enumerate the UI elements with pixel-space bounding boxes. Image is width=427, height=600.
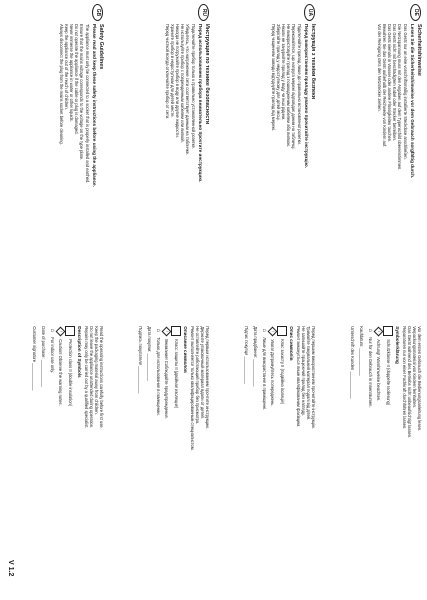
warning-icon: ! xyxy=(162,326,172,336)
warning-icon: ! xyxy=(374,326,384,336)
warning-icon: ! xyxy=(56,326,66,336)
safety-line: Bewahren Sie das Gerät außerhalb der Reichweite von Kindern auf. xyxy=(382,24,388,148)
safety-line: Das Gerät nur an eine vorschriftsmäßig installierte Steckdose anschließen. xyxy=(402,24,408,160)
purchase-date-line: Kaufdatum: ____________ xyxy=(359,326,365,376)
symbol-label: Protection class II (double insulation) xyxy=(67,339,73,407)
protection-class-icon xyxy=(383,326,393,336)
panel-columns xyxy=(214,24,316,592)
panel-columns xyxy=(320,24,422,592)
language-badge: GB xyxy=(92,4,103,21)
safety-line: Зберігайте прилад у недоступному для дітей місці. xyxy=(276,24,282,121)
symbol-label: Внимание! Соблюдайте предупреждения. xyxy=(164,339,170,419)
panel-title: Safety Guidelines xyxy=(98,24,104,70)
safety-line: Перед чищенням завжди від'єднуйте прилад від мережі. xyxy=(271,24,277,132)
language-badge: DE xyxy=(410,4,421,21)
symbols-heading: Опис символів xyxy=(288,326,294,361)
safety-line: Перед первым использованием прочтите инструкцию. xyxy=(205,326,210,430)
panel-left-column xyxy=(108,24,210,316)
language-panel-ru xyxy=(106,0,212,600)
language-panel-de xyxy=(318,0,424,600)
symbol-row xyxy=(163,326,170,592)
safety-line: Тримайте пакувальний матеріал подалі від дітей. xyxy=(305,326,311,421)
panel-title: Sicherheitshinweise xyxy=(416,24,422,76)
safety-line: Ремонт выполняется только квалифицированным специалистом. xyxy=(189,326,195,451)
symbol-label: Только для использования в помещении. xyxy=(155,337,161,416)
safety-line: The appliance must only be connected to a socket that is properly installed and earthed. xyxy=(84,24,90,184)
purchase-date-line: Дата придбання: ____________ xyxy=(253,326,259,387)
safety-line: Держите упаковочный материал вдали от детей. xyxy=(199,326,205,419)
safety-line: Reparaturen nur von einer Fachkraft durchführen lassen. xyxy=(401,326,407,430)
safety-line: Keep the packaging material away from children. xyxy=(93,326,99,415)
language-badge: RU xyxy=(198,4,209,21)
signature-line: Customer signature ____________ xyxy=(32,326,38,391)
symbol-label: For indoor use only. xyxy=(49,337,55,374)
safety-line: Vor dem ersten Gebrauch die Bedienungsanleitung lesen. xyxy=(417,326,422,432)
panel-subtitle: Lesen Sie die Sicherheitshinweise vor dem Gebrauch sorgfältig durch. xyxy=(409,24,415,179)
panel-columns xyxy=(108,24,210,592)
panel-right-column xyxy=(108,326,210,592)
safety-line: Never immerse the appliance in water or other liquids. xyxy=(69,24,75,122)
panel-left-column xyxy=(214,24,316,316)
safety-line: Always disconnect the plug from the mains socket before cleaning. xyxy=(59,24,65,145)
panel-subtitle: Please read and keep these safety instructions before using the appliance. xyxy=(91,24,97,187)
panel-right-column xyxy=(320,326,422,592)
symbol-row xyxy=(48,326,56,592)
symbols-heading: Описание символов xyxy=(182,326,188,373)
safety-line: Ремонт виконується лише кваліфікованим фахівцем. xyxy=(295,326,301,428)
safety-line: Храните прибор в недоступном для детей месте. xyxy=(170,24,176,118)
safety-line: Не залишайте працюючий прилад без нагляду. xyxy=(300,326,306,416)
language-badge: UA xyxy=(304,4,315,21)
safety-line: Перед першим використанням прочитайте інструкцію. xyxy=(311,326,316,430)
indoor-use-icon: ⌂ xyxy=(49,328,56,333)
safety-line: Переконайтеся, що напруга мережі відповідає даним на табличці. xyxy=(291,24,297,150)
safety-line: Verpackungsmaterial von Kindern fernhalten. xyxy=(411,326,417,408)
safety-line: Die Netzspannung muss mit den Angaben auf dem Typenschild übereinstimmen. xyxy=(397,24,403,171)
protection-class-icon xyxy=(277,326,287,336)
symbol-label: Schutzklasse II (doppelte Isolierung) xyxy=(385,339,391,406)
panel-right-column xyxy=(2,326,104,592)
panel-title: Инструкция по технике безопасности xyxy=(204,24,210,125)
symbol-row xyxy=(375,326,382,592)
protection-class-icon xyxy=(171,326,181,336)
protection-class-icon xyxy=(65,326,75,336)
safety-line: Read the operating instructions carefully before first use. xyxy=(99,326,104,429)
signature-line: Unterschrift des Kunden ____________ xyxy=(350,326,356,399)
panel-left-column xyxy=(2,24,104,316)
panel-subtitle: Перед використанням приладу уважно прочитайте інструкцію. xyxy=(303,24,309,168)
safety-line: Vor der Reinigung stets den Netzstecker ziehen. xyxy=(377,24,383,112)
symbol-label: Achtung! Warnhinweise beachten. xyxy=(376,339,382,402)
language-panel-gb xyxy=(0,0,106,600)
purchase-date-line: Date of purchase: ____________ xyxy=(41,326,47,388)
panel-title: Інструкція з техніки безпеки xyxy=(310,24,316,100)
symbols-heading: Description of Symbols xyxy=(76,326,82,378)
safety-line: Не оставляйте работающий прибор без присмотра. xyxy=(194,326,200,425)
safety-line: Никогда не погружайте прибор в воду или другие жидкости. xyxy=(175,24,181,138)
symbol-label: Caution! Observe the warning notes. xyxy=(58,339,64,406)
safety-line: Das Gerät niemals in Wasser oder andere Flüssigkeiten tauchen. xyxy=(387,24,393,143)
indoor-use-icon: ⌂ xyxy=(155,328,162,333)
signature-line: Підпис покупця ____________ xyxy=(244,326,250,384)
safety-line: Das Gerät nicht mit beschädigtem Kabel oder Stecker betreiben. xyxy=(392,24,398,141)
signature-line: Подпись покупателя ____________ xyxy=(138,326,144,394)
purchase-date-line: Дата покупки: ____________ xyxy=(147,326,153,381)
symbol-row xyxy=(260,326,268,592)
symbol-label: Увага! Дотримуйтесь попереджень. xyxy=(270,339,276,407)
safety-line: Не використовуйте прилад з пошкодженим кабелем або вилкою. xyxy=(286,24,292,148)
safety-line: Keep the appliance out of the reach of children. xyxy=(64,24,70,110)
indoor-use-icon: ⌂ xyxy=(367,328,374,333)
symbols-heading: Symbolerklärung xyxy=(394,326,400,364)
safety-line: Das Gerät während des Betriebs nicht unbeaufsichtigt lassen. xyxy=(406,326,412,439)
safety-line: Подключайте прибор только к правильно установленной розетке. xyxy=(190,24,196,149)
symbol-row xyxy=(366,326,374,592)
language-panel-ua xyxy=(212,0,318,600)
symbol-label: Nur für den Gebrauch in Innenräumen. xyxy=(367,337,373,408)
symbol-row xyxy=(65,326,75,592)
safety-line: Do not leave the appliance unattended during operation. xyxy=(88,326,94,429)
safety-line: Підключайте прилад лише до правильно встановленої розетки. xyxy=(296,24,302,145)
safety-line: Ensure that the mains voltage corresponds to the voltage on the type plate. xyxy=(79,24,85,161)
warning-icon: ! xyxy=(268,326,278,336)
safety-line: Перед чисткой всегда отключайте прибор от сети. xyxy=(165,24,171,120)
version-label: V 1.2 xyxy=(7,560,14,577)
symbol-row xyxy=(269,326,276,592)
panel-subtitle: Перед использованием прибора внимательно прочтите инструкцию. xyxy=(197,24,203,183)
symbol-row xyxy=(154,326,162,592)
panel-columns xyxy=(2,24,104,592)
panel-left-column xyxy=(320,24,422,316)
safety-line: Do not operate the appliance if the cable or plug is damaged. xyxy=(74,24,80,135)
safety-line: Repairs may only be carried out by a qualified specialist. xyxy=(83,326,89,429)
safety-line: Не используйте прибор с поврежденным кабелем или вилкой. xyxy=(180,24,186,143)
panel-right-column xyxy=(214,326,316,592)
symbol-label: Класс защиты II (двойная изоляция) xyxy=(173,339,179,409)
symbol-label: Клас захисту II (подвійна ізоляція) xyxy=(279,339,285,405)
symbol-row xyxy=(171,326,181,592)
symbol-label: Лише для використання в приміщенні. xyxy=(261,337,267,411)
symbol-row xyxy=(277,326,287,592)
safety-line: Убедитесь, что напряжение сети соответствует данным на табличке. xyxy=(185,24,191,156)
safety-line: Ніколи не занурюйте прилад у воду чи інші рідини. xyxy=(281,24,287,121)
symbol-row xyxy=(383,326,393,592)
indoor-use-icon: ⌂ xyxy=(261,328,268,333)
symbol-row xyxy=(57,326,64,592)
